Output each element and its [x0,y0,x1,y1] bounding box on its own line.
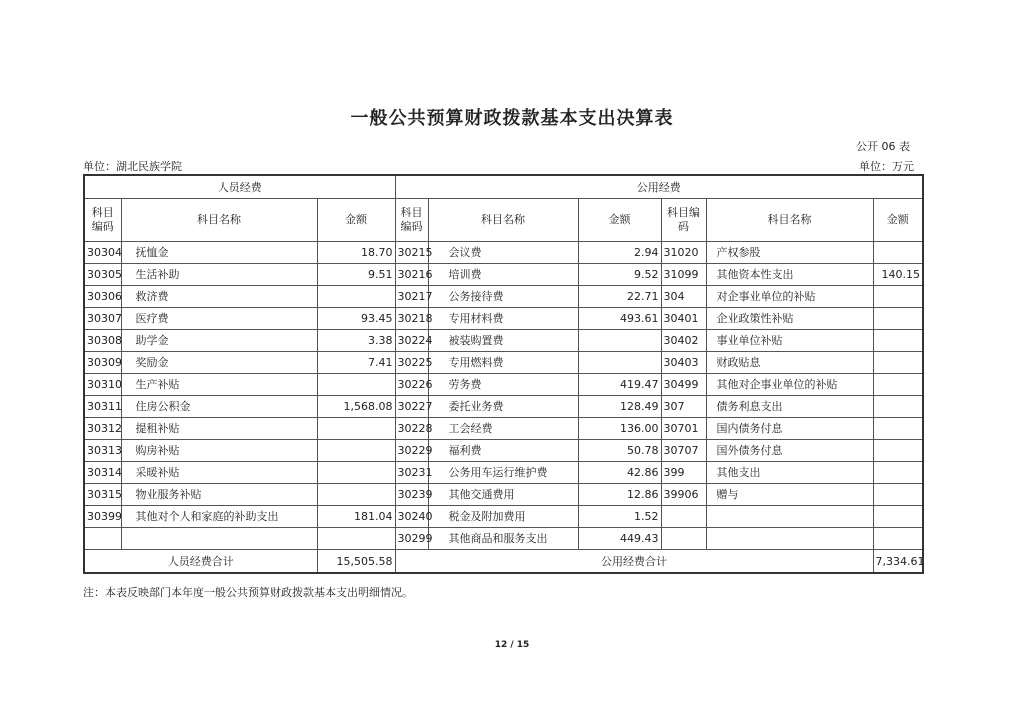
amount-personnel-cell [317,462,395,484]
code-public-cell: 30218 [395,308,428,330]
name-personnel-cell: 采暖补贴 [121,462,317,484]
public-total-label: 公用经费合计 [395,550,873,574]
name-public-cell: 委托业务费 [428,396,578,418]
code-public-cell: 30226 [395,374,428,396]
amount-personnel-cell: 1,568.08 [317,396,395,418]
amount-other-cell [873,374,923,396]
amount-other-cell [873,308,923,330]
code-other-cell: 307 [661,396,706,418]
code-other-cell [661,506,706,528]
amount-personnel-cell [317,528,395,550]
name-personnel-cell: 抚恤金 [121,242,317,264]
name-personnel-cell: 购房补贴 [121,440,317,462]
table-row [84,462,923,484]
code-public-cell: 30225 [395,352,428,374]
name-public-cell: 其他商品和服务支出 [428,528,578,550]
name-personnel-cell: 住房公积金 [121,396,317,418]
code-other-cell [661,528,706,550]
name-personnel-cell: 生活补助 [121,264,317,286]
name-public-cell: 其他交通费用 [428,484,578,506]
table-row [84,242,923,264]
amount-personnel-cell: 93.45 [317,308,395,330]
code-personnel-cell: 30305 [84,264,121,286]
code-other-cell: 30499 [661,374,706,396]
header-amount-2: 金额 [578,199,661,242]
code-public-cell: 30239 [395,484,428,506]
code-other-cell: 30701 [661,418,706,440]
code-other-cell: 304 [661,286,706,308]
table-row [84,264,923,286]
name-public-cell: 福利费 [428,440,578,462]
amount-personnel-cell: 181.04 [317,506,395,528]
amount-other-cell [873,396,923,418]
page-title: 一般公共预算财政拨款基本支出决算表 [350,108,674,129]
name-other-cell: 产权参股 [706,242,873,264]
table-row [84,308,923,330]
amount-public-cell: 419.47 [578,374,661,396]
amount-personnel-cell [317,440,395,462]
amount-personnel-cell: 3.38 [317,330,395,352]
header-code-3: 科目编码 [661,199,706,242]
header-amount-1: 金额 [317,199,395,242]
public-total-value: 7,334.61 [873,550,923,574]
table-row [84,396,923,418]
code-personnel-cell: 30315 [84,484,121,506]
name-other-cell: 其他支出 [706,462,873,484]
amount-other-cell [873,242,923,264]
header-name-3: 科目名称 [706,199,873,242]
header-code-1: 科目编码 [84,199,121,242]
name-personnel-cell: 生产补贴 [121,374,317,396]
header-row-columns [84,199,923,242]
code-public-cell: 30215 [395,242,428,264]
amount-other-cell: 140.15 [873,264,923,286]
totals-row [84,550,923,574]
amount-public-cell: 136.00 [578,418,661,440]
code-personnel-cell: 30304 [84,242,121,264]
amount-other-cell [873,462,923,484]
code-personnel-cell: 30399 [84,506,121,528]
name-public-cell: 工会经费 [428,418,578,440]
name-other-cell: 对企事业单位的补贴 [706,286,873,308]
code-public-cell: 30216 [395,264,428,286]
amount-public-cell: 50.78 [578,440,661,462]
code-personnel-cell [84,528,121,550]
name-public-cell: 培训费 [428,264,578,286]
amount-personnel-cell: 9.51 [317,264,395,286]
code-personnel-cell: 30309 [84,352,121,374]
code-public-cell: 30217 [395,286,428,308]
name-public-cell: 税金及附加费用 [428,506,578,528]
name-other-cell: 企业政策性补贴 [706,308,873,330]
amount-public-cell: 1.52 [578,506,661,528]
table-row [84,286,923,308]
name-other-cell: 赠与 [706,484,873,506]
amount-public-cell: 128.49 [578,396,661,418]
code-personnel-cell: 30313 [84,440,121,462]
amount-personnel-cell [317,374,395,396]
amount-personnel-cell: 7.41 [317,352,395,374]
amount-public-cell: 449.43 [578,528,661,550]
code-personnel-cell: 30310 [84,374,121,396]
page-number: 12 / 15 [494,640,530,650]
code-personnel-cell: 30307 [84,308,121,330]
code-other-cell: 31020 [661,242,706,264]
table-row [84,440,923,462]
name-personnel-cell: 救济费 [121,286,317,308]
header-public: 公用经费 [395,175,923,199]
table-row [84,352,923,374]
name-public-cell: 被装购置费 [428,330,578,352]
amount-other-cell [873,484,923,506]
name-other-cell: 国外债务付息 [706,440,873,462]
code-other-cell: 31099 [661,264,706,286]
code-other-cell: 30401 [661,308,706,330]
amount-public-cell: 12.86 [578,484,661,506]
name-other-cell [706,528,873,550]
code-other-cell: 399 [661,462,706,484]
amount-other-cell [873,352,923,374]
amount-other-cell [873,286,923,308]
amount-public-cell [578,330,661,352]
header-personnel: 人员经费 [84,175,395,199]
code-other-cell: 30402 [661,330,706,352]
amount-other-cell [873,528,923,550]
expenditure-table [83,174,924,574]
table-row [84,484,923,506]
amount-personnel-cell [317,484,395,506]
code-personnel-cell: 30314 [84,462,121,484]
name-personnel-cell: 其他对个人和家庭的补助支出 [121,506,317,528]
name-other-cell: 其他对企事业单位的补贴 [706,374,873,396]
code-personnel-cell: 30306 [84,286,121,308]
personnel-total-value: 15,505.58 [317,550,395,574]
personnel-total-label: 人员经费合计 [84,550,317,574]
code-public-cell: 30228 [395,418,428,440]
amount-public-cell: 9.52 [578,264,661,286]
amount-other-cell [873,418,923,440]
name-public-cell: 专用材料费 [428,308,578,330]
unit-name: 单位：湖北民族学院 [83,160,182,173]
name-other-cell: 其他资本性支出 [706,264,873,286]
code-personnel-cell: 30312 [84,418,121,440]
name-public-cell: 公务用车运行维护费 [428,462,578,484]
name-personnel-cell [121,528,317,550]
code-public-cell: 30229 [395,440,428,462]
code-personnel-cell: 30308 [84,330,121,352]
amount-personnel-cell [317,418,395,440]
amount-other-cell [873,440,923,462]
name-public-cell: 劳务费 [428,374,578,396]
header-row-groups [84,175,923,199]
code-other-cell: 30707 [661,440,706,462]
code-public-cell: 30231 [395,462,428,484]
table-row [84,330,923,352]
code-other-cell: 39906 [661,484,706,506]
name-public-cell: 公务接待费 [428,286,578,308]
amount-public-cell: 493.61 [578,308,661,330]
header-name-1: 科目名称 [121,199,317,242]
name-personnel-cell: 助学金 [121,330,317,352]
name-personnel-cell: 奖励金 [121,352,317,374]
name-public-cell: 专用燃料费 [428,352,578,374]
amount-public-cell: 2.94 [578,242,661,264]
code-public-cell: 30240 [395,506,428,528]
form-number: 公开 06 表 [856,140,910,153]
amount-other-cell [873,506,923,528]
table-row [84,506,923,528]
name-other-cell: 财政贴息 [706,352,873,374]
table-row [84,528,923,550]
name-other-cell: 事业单位补贴 [706,330,873,352]
name-public-cell: 会议费 [428,242,578,264]
code-public-cell: 30227 [395,396,428,418]
name-personnel-cell: 医疗费 [121,308,317,330]
table-row [84,418,923,440]
header-name-2: 科目名称 [428,199,578,242]
unit-of-measure: 单位：万元 [859,160,914,173]
amount-personnel-cell: 18.70 [317,242,395,264]
amount-personnel-cell [317,286,395,308]
code-personnel-cell: 30311 [84,396,121,418]
header-code-2: 科目编码 [395,199,428,242]
name-personnel-cell: 提租补贴 [121,418,317,440]
footnote: 注：本表反映部门本年度一般公共预算财政拨款基本支出明细情况。 [83,586,413,599]
code-public-cell: 30224 [395,330,428,352]
code-public-cell: 30299 [395,528,428,550]
name-other-cell: 国内债务付息 [706,418,873,440]
amount-public-cell: 22.71 [578,286,661,308]
name-other-cell [706,506,873,528]
table-row [84,374,923,396]
code-other-cell: 30403 [661,352,706,374]
amount-other-cell [873,330,923,352]
name-personnel-cell: 物业服务补贴 [121,484,317,506]
header-amount-3: 金额 [873,199,923,242]
amount-public-cell: 42.86 [578,462,661,484]
amount-public-cell [578,352,661,374]
name-other-cell: 债务利息支出 [706,396,873,418]
